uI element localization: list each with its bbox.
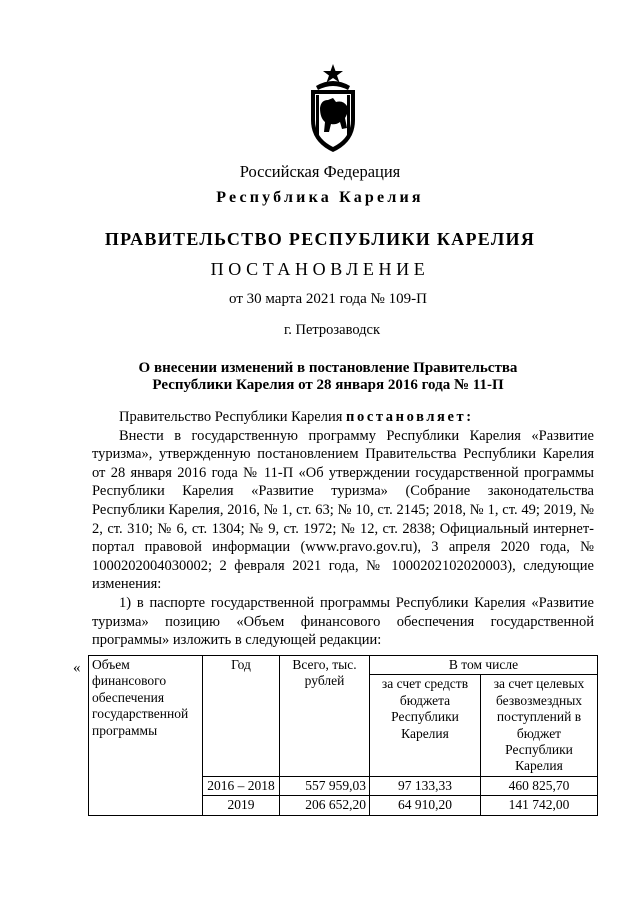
federation-heading: Российская Федерация [239, 162, 401, 181]
financing-table [88, 655, 598, 816]
document-date-number: от 30 марта 2021 года № 109-П [229, 291, 427, 307]
including-header: В том числе [370, 656, 598, 675]
document-type: ПОСТАНОВЛЕНИЕ [210, 259, 430, 279]
document-title-line2: Республики Карелия от 28 января 2016 года № 11-П [152, 377, 504, 393]
republic-heading: Республика Карелия [216, 189, 424, 206]
targeted-header: за счет целевых безвозмездных поступлений в бюджет Республики Карелия [481, 675, 598, 776]
body-paragraph-1-text: Правительство Республики Карелия [119, 409, 347, 425]
body-paragraph-2: Внести в государственную программу Республики Карелия «Развитие туризма», утвержденную постановлением Правительства Республики Карелия от 28 января 2016 года № 11-П «Об утверждении государственной программы Республики Карелия «Развитие туризма» (Собрание законодательства Республики Карелия, 2016, № 1, ст. 63; № 10, ст. 2145; 2018, № 1, ст. 49; 2019, № 2, ст. 310; № 6, ст. 1304; № 9, ст. 1972; № 12, ст. 2838; Официальный интернет-портал правовой информации (www.pravo.gov.ru), 3 апреля 2020 года, № 1000202004030002; 2 февраля 2021 года, № 1000202102020003), следующие изменения: [92, 427, 594, 593]
targeted-cell: 141 742,00 [481, 796, 598, 815]
budget-cell: 64 910,20 [370, 796, 481, 815]
year-header: Год [203, 656, 280, 777]
year-cell: 2016 – 2018 [203, 776, 280, 795]
body-paragraph-3: 1) в паспорте государственной программы Республики Карелия «Развитие туризма» позицию «Объем финансового обеспечения государственной программы» изложить в следующей редакции: [92, 594, 594, 649]
karelia-coat-of-arms-emblem [303, 62, 363, 154]
table-header-row [89, 656, 598, 675]
budget-cell: 97 133,33 [370, 776, 481, 795]
resolution-keyword: постановляет: [346, 409, 474, 425]
total-cell: 557 959,03 [280, 776, 370, 795]
total-header: Всего, тыс. рублей [280, 656, 370, 777]
targeted-cell: 460 825,70 [481, 776, 598, 795]
document-title-line1: О внесении изменений в постановление Правительства [138, 360, 518, 376]
document-city: г. Петрозаводск [283, 322, 381, 338]
document-body [92, 408, 594, 650]
opening-quote-mark: « [73, 660, 81, 676]
financing-label-cell: Объем финансового обеспечения государственной программы [89, 656, 203, 816]
body-paragraph-1 [92, 408, 594, 427]
year-cell: 2019 [203, 796, 280, 815]
government-heading: ПРАВИТЕЛЬСТВО РЕСПУБЛИКИ КАРЕЛИЯ [104, 229, 536, 249]
budget-header: за счет средств бюджета Республики Карелия [370, 675, 481, 776]
total-cell: 206 652,20 [280, 796, 370, 815]
